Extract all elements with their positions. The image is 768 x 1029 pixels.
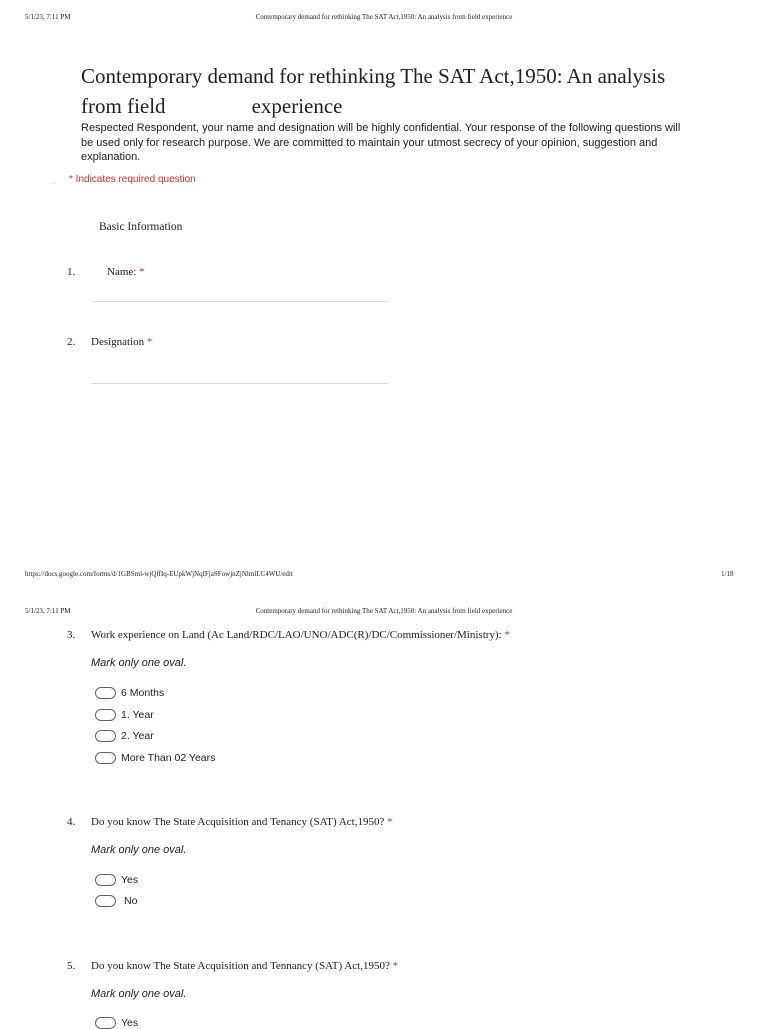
q4-option-no[interactable] [95,895,137,907]
print-footer-url: https://docs.google.com/forms/d/1GBSml-wjQffIq-EUpkWjNqIFjaSFowjnZjNlmlLC4WU/edit [25,570,293,578]
question-1-label: Name: [107,266,137,278]
q3-option-6-months[interactable] [95,687,164,699]
radio-oval-icon[interactable] [95,1017,116,1029]
option-label: Yes [121,874,139,886]
print-header-title: Contemporary demand for rethinking The SAT Act,1950: An analysis from field experience [255,13,513,21]
question-3-hint: Mark only one oval. [91,657,187,669]
print-footer-page: 1/18 [721,570,734,578]
required-star: * [139,266,145,278]
question-2-label: Designation [91,336,145,348]
q3-option-1-year[interactable] [95,709,154,721]
question-3-text [91,629,510,641]
form-description: Respected Respondent, your name and designation will be highly confidential. Your response of the following questions will be used only for research purpose. We are committed to maintain your utmost secrecy of your opinion, suggestion and explanation. [81,122,681,163]
q5-option-yes[interactable] [95,1017,138,1029]
question-2-text [91,336,152,348]
question-3-number: 3. [67,629,76,641]
radio-oval-icon[interactable] [95,874,116,886]
question-1-number: 1. [67,266,76,278]
print-header-title-2: Contemporary demand for rethinking The SAT Act,1950: An analysis from field experience [255,607,513,615]
print-header-date-2: 5/1/23, 7:11 PM [25,607,71,615]
question-5-hint: Mark only one oval. [91,988,187,1000]
radio-oval-icon[interactable] [95,895,116,907]
option-label: More Than 02 Years [121,752,216,764]
q4-option-yes[interactable] [95,874,138,886]
bullet-dot: . [53,177,56,186]
designation-input[interactable] [91,383,389,384]
q3-option-2-year[interactable] [95,730,154,742]
radio-oval-icon[interactable] [95,730,116,742]
required-star: * [146,336,153,348]
required-star: * [504,629,510,641]
question-2-number: 2. [67,336,76,348]
name-input[interactable] [91,301,389,302]
question-4-number: 4. [67,816,76,828]
question-5-number: 5. [67,960,76,972]
q3-option-more-than-02-years[interactable] [95,752,215,764]
option-label: 1. Year [121,709,154,721]
option-label: 6 Months [121,687,165,699]
print-header-date: 5/1/23, 7:11 PM [25,13,71,21]
required-note: * Indicates required question [69,174,196,185]
question-5-label: Do you know The State Acquisition and Tennancy (SAT) Act,1950? [91,960,390,972]
form-title-part1: Contemporary demand for rethinking The SAT Act,1950: An analysis from field [81,64,666,118]
required-star: * [392,960,399,972]
required-star: * [387,816,393,828]
question-4-text [91,816,393,828]
question-1-text [107,266,145,278]
form-title-part2: experience [251,94,343,118]
radio-oval-icon[interactable] [95,752,116,764]
question-4-label: Do you know The State Acquisition and Tenancy (SAT) Act,1950? [91,816,385,828]
radio-oval-icon[interactable] [95,709,116,721]
option-label: Yes [121,1017,139,1029]
radio-oval-icon[interactable] [95,687,116,699]
option-label: 2. Year [121,730,154,742]
form-title [81,61,701,121]
option-label: No [124,895,138,907]
question-5-text [91,960,398,972]
section-title: Basic Information [99,221,183,233]
question-4-hint: Mark only one oval. [91,844,187,856]
question-3-label: Work experience on Land (Ac Land/RDC/LAO/UNO/ADC(R)/DC/Commissioner/Ministry): [91,629,502,641]
